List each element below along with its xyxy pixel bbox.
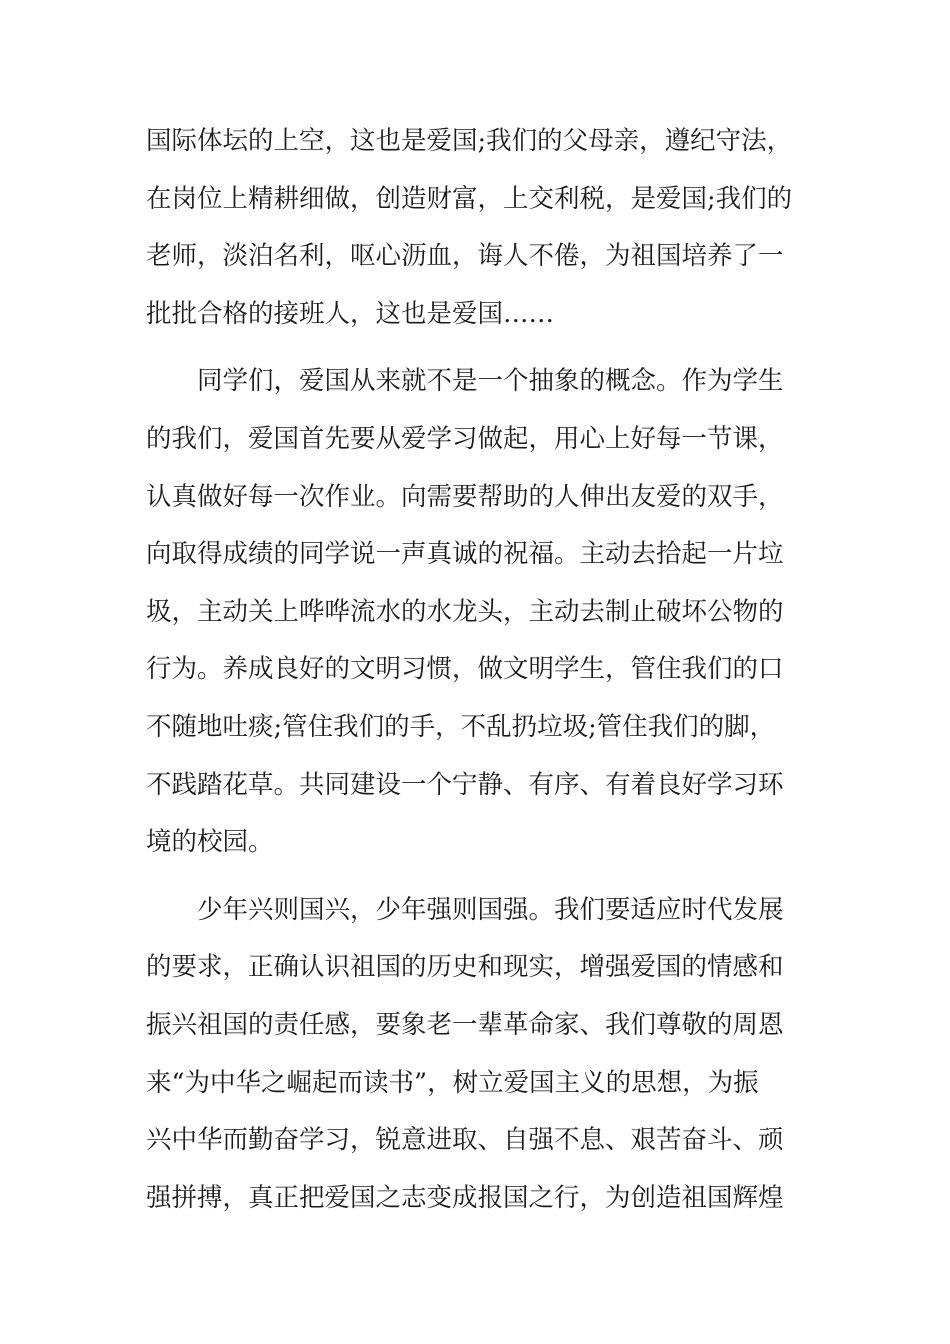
text-line: 行为。养成良好的文明习惯，做文明学生，管住我们的口 — [146, 654, 784, 685]
text-line: 振兴祖国的责任感，要象老一辈革命家、我们尊敬的周恩 — [146, 1009, 784, 1040]
paragraph-2 — [146, 353, 826, 871]
text-line: 向取得成绩的同学说一声真诚的祝福。主动去拾起一片垃 — [146, 539, 784, 570]
paragraph-3 — [146, 882, 826, 1228]
text-line: 境的校园。 — [146, 827, 274, 858]
text-line: 批批合格的接班人，这也是爱国…… — [146, 298, 555, 329]
text-line: 同学们，爱国从来就不是一个抽象的概念。作为学生 — [197, 366, 784, 397]
text-line: 的要求，正确认识祖国的历史和现实，增强爱国的情感和 — [146, 952, 784, 983]
paragraph-1 — [146, 113, 826, 343]
text-line: 老师，淡泊名利，呕心沥血，诲人不倦，为祖国培养了一 — [146, 241, 784, 272]
text-line: 在岗位上精耕细做，创造财富，上交利税，是爱国;我们的 — [146, 183, 793, 214]
text-line: 不随地吐痰;管住我们的手，不乱扔垃圾;管住我们的脚， — [146, 711, 776, 742]
text-line: 不践踏花草。共同建设一个宁静、有序、有着良好学习环 — [146, 769, 784, 800]
paragraph-gap — [146, 872, 826, 882]
text-line: 兴中华而勤奋学习，锐意进取、自强不息、艰苦奋斗、顽 — [146, 1125, 784, 1156]
text-line: 国际体坛的上空，这也是爱国;我们的父母亲，遵纪守法， — [146, 126, 793, 156]
text-line: 来“为中华之崛起而读书”，树立爱国主义的思想，为振 — [146, 1067, 759, 1098]
text-line: 认真做好每一次作业。向需要帮助的人伸出友爱的双手， — [146, 481, 784, 512]
text-line: 强拼搏，真正把爱国之志变成报国之行，为创造祖国辉煌 — [146, 1182, 784, 1213]
text-line: 圾，主动关上哗哗流水的水龙头，主动去制止破坏公物的 — [146, 596, 784, 627]
paragraph-gap — [146, 343, 826, 353]
document-body — [146, 113, 826, 1227]
text-line: 的我们，爱国首先要从爱学习做起，用心上好每一节课， — [146, 423, 784, 454]
text-line: 少年兴则国兴，少年强则国强。我们要适应时代发展 — [197, 894, 784, 925]
